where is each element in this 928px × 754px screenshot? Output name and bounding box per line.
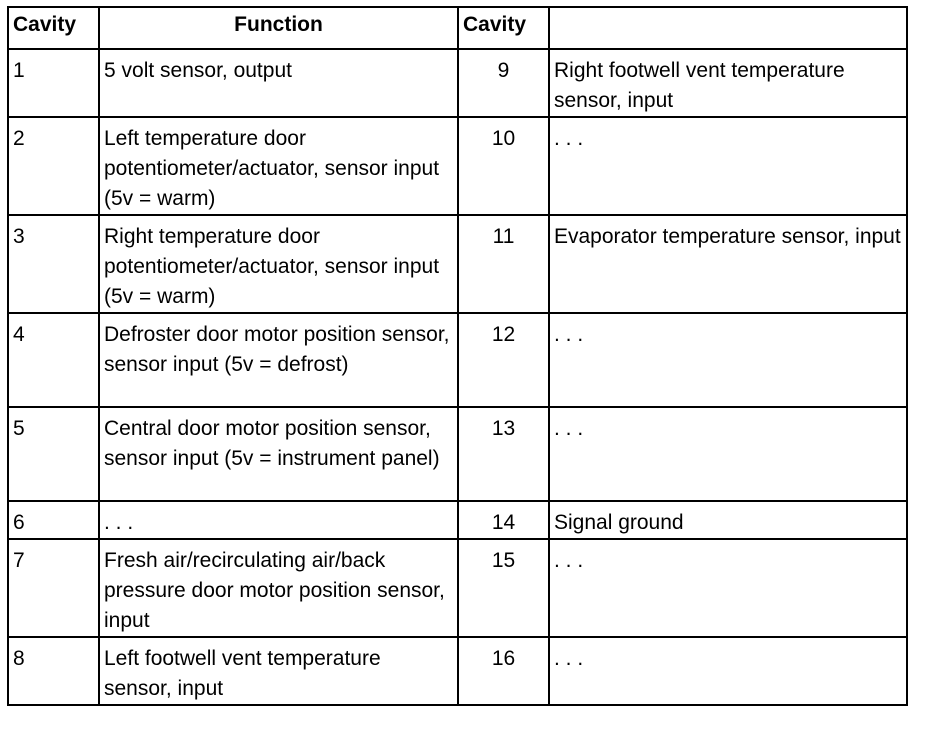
cavity-function: . . . (99, 501, 458, 539)
cavity-number: 3 (8, 215, 99, 313)
cavity-number: 14 (458, 501, 549, 539)
cavity-function: Evaporator temperature sensor, input (549, 215, 907, 313)
cavity-function: Right footwell vent temperature sensor, input (549, 49, 907, 117)
table-row (8, 117, 907, 215)
cavity-function: Central door motor position sensor, sensor input (5v = instrument panel) (99, 407, 458, 501)
cavity-function: Signal ground (549, 501, 907, 539)
table-row (8, 215, 907, 313)
table-row (8, 313, 907, 407)
cavity-number: 4 (8, 313, 99, 407)
cavity-function: . . . (549, 117, 907, 215)
table-row (8, 637, 907, 705)
cavity-number: 7 (8, 539, 99, 637)
cavity-function: . . . (549, 407, 907, 501)
header-function: Function (99, 7, 458, 49)
table-row (8, 501, 907, 539)
cavity-function: Left footwell vent temperature sensor, input (99, 637, 458, 705)
cavity-function: Right temperature door potentiometer/actuator, sensor input (5v = warm) (99, 215, 458, 313)
header-empty (549, 7, 907, 49)
cavity-number: 9 (458, 49, 549, 117)
cavity-number: 10 (458, 117, 549, 215)
header-cavity-left: Cavity (8, 7, 99, 49)
cavity-number: 13 (458, 407, 549, 501)
cavity-function: Defroster door motor position sensor, sensor input (5v = defrost) (99, 313, 458, 407)
cavity-number: 2 (8, 117, 99, 215)
table-row (8, 407, 907, 501)
cavity-function: Left temperature door potentiometer/actuator, sensor input (5v = warm) (99, 117, 458, 215)
cavity-function: Fresh air/recirculating air/back pressure door motor position sensor, input (99, 539, 458, 637)
cavity-function: . . . (549, 313, 907, 407)
cavity-number: 11 (458, 215, 549, 313)
cavity-function: . . . (549, 637, 907, 705)
cavity-number: 8 (8, 637, 99, 705)
cavity-function: . . . (549, 539, 907, 637)
cavity-number: 16 (458, 637, 549, 705)
cavity-number: 1 (8, 49, 99, 117)
header-row (8, 7, 907, 49)
table-row (8, 49, 907, 117)
cavity-number: 6 (8, 501, 99, 539)
cavity-function: 5 volt sensor, output (99, 49, 458, 117)
table-row (8, 539, 907, 637)
cavity-number: 5 (8, 407, 99, 501)
cavity-number: 12 (458, 313, 549, 407)
header-cavity-right: Cavity (458, 7, 549, 49)
cavity-number: 15 (458, 539, 549, 637)
cavity-function-table (7, 6, 908, 706)
